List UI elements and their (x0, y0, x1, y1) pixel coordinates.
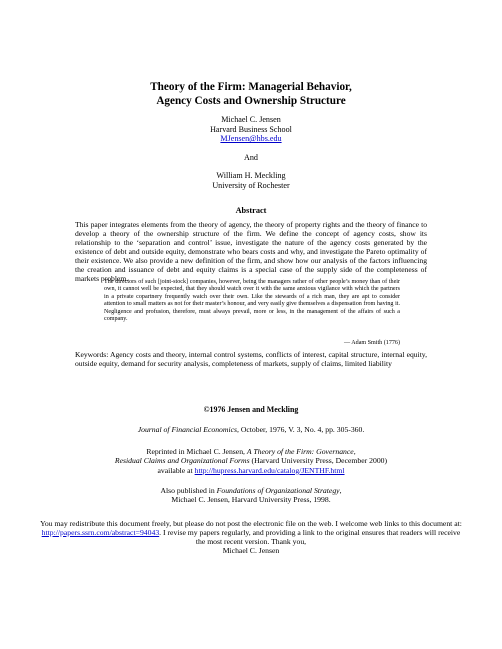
keywords-paragraph (75, 350, 427, 368)
author-conjunction: And (244, 152, 258, 162)
paper-title (0, 80, 502, 108)
ssrn-link[interactable]: http://papers.ssrn.com/abstract=94043 (41, 528, 160, 538)
reprint-book-line-2: Residual Claims and Organizational Forms (114, 456, 250, 466)
author2-name: William H. Meckling (216, 171, 286, 181)
also-published-prefix: Also published in (160, 486, 217, 495)
abstract-body: This paper integrates elements from the theory of agency, the theory of property rights and the theory of finance to develop a theory of the ownership structure of the firm. We define the concept of agency costs, show its relationship to the ‘separation and control’ issue, investigate the nature of the agency costs generated by the existence of debt and outside equity, demonstrate who bears costs and why, and investigate the Pareto optimality of their existence. We also provide a new definition of the firm, and show how our analysis of the factors influencing the creation and issuance of debt and equity claims is a special case of the supply side of the completeness of markets problem. (75, 220, 427, 284)
also-published-suffix: , (339, 486, 342, 495)
reprint-prefix: Reprinted in Michael C. Jensen, (146, 447, 247, 456)
reprint-notice (0, 447, 502, 475)
title-line-2: Agency Costs and Ownership Structure (156, 95, 346, 107)
notice-part-1: You may redistribute this document freely, but please do not post the electronic file on the web. I welcome web links to this document at: (40, 519, 462, 528)
also-published-book: Foundations of Organizational Strategy (216, 486, 340, 495)
author1-name: Michael C. Jensen (221, 115, 281, 124)
keywords-text: Agency costs and theory, internal control systems, conflicts of interest, capital structure, internal equity, outside equity, demand for security analysis, completeness of markets, supply of claims, limited liability (75, 350, 428, 369)
reprint-publisher: (Harvard University Press, December 2000) (249, 456, 388, 466)
reprint-url-link[interactable]: http://hupress.harvard.edu/catalog/JENTHF.html (194, 465, 345, 475)
journal-name: Journal of Financial Economics, (137, 425, 239, 434)
author1-email-link[interactable]: MJensen@hbs.edu (220, 134, 282, 144)
journal-citation (0, 425, 502, 434)
author2-affiliation: University of Rochester (212, 180, 290, 190)
abstract-heading: Abstract (235, 206, 267, 215)
epigraph-quote: The directors of such [joint-stock] companies, however, being the managers rather of other people’s money than of their own, it cannot well be expected, that they should watch over it with the same anxious vigilance with which the partners in a private copartnery frequently watch over their own. Like the stewards of a rich man, they are apt to consider attention to small matters as not for their master’s honour, and very easily give themselves a dispensation from having it. Negligence and profusion, therefore, must always prevail, more or less, in the management of the affairs of such a company. (104, 279, 400, 323)
redistribution-notice (38, 519, 464, 555)
epigraph-attribution: — Adam Smith (1776) (343, 340, 400, 346)
author-block (0, 115, 502, 191)
also-published-notice (0, 486, 502, 505)
keywords-label: Keywords: (75, 350, 109, 359)
journal-details: October, 1976, V. 3, No. 4, pp. 305-360. (238, 425, 365, 434)
notice-part-2: . I revise my papers regularly, and providing a link to the original ensures that readers will receive the most recent version. Thank you, (159, 528, 461, 547)
title-line-1: Theory of the Firm: Managerial Behavior, (150, 81, 352, 93)
notice-signature: Michael C. Jensen (222, 546, 280, 556)
author1-affiliation: Harvard Business School (210, 124, 292, 134)
reprint-available-prefix: available at (157, 465, 195, 475)
copyright-notice: ©1976 Jensen and Meckling (203, 405, 299, 414)
also-published-line-2: Michael C. Jensen, Harvard University Press, 1998. (171, 495, 331, 505)
reprint-book-line-1: A Theory of the Firm: Governance, (246, 447, 356, 456)
